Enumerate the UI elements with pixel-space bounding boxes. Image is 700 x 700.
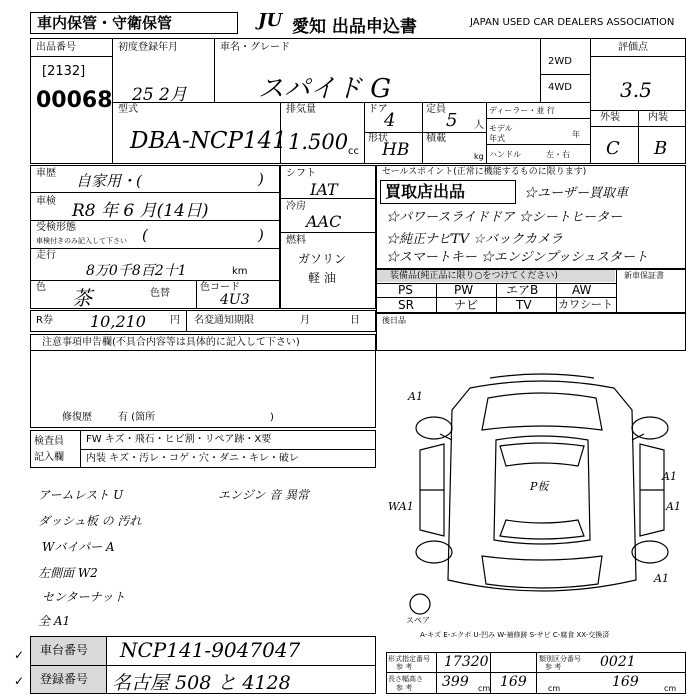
displacement-value: 1.500 (288, 130, 349, 154)
damage-legend: A-キズ E-エクボ U-凹み W-補修跡 S-サビ C-腐食 XX-交換済 (420, 631, 610, 639)
lot-number: 00068 (36, 88, 113, 113)
history-label: 車歴 (36, 168, 56, 179)
inspector-interior-row: 内装 キズ・汚レ・コゲ・穴・ダニ・キレ・破レ (86, 453, 299, 464)
registration-label: 初度登録年月 (118, 42, 178, 53)
repair-history-value: 有 (箇所 (118, 412, 156, 423)
shape-value: HB (382, 140, 410, 160)
displacement-unit: cc (348, 146, 359, 157)
dealer-label: ディーラー・並 行 (489, 106, 555, 115)
damage-mark: A1 (662, 470, 677, 483)
interior-label: 内装 (648, 112, 668, 123)
size-sub: 参 考 (396, 684, 413, 692)
note-line: アームレスト U (38, 488, 124, 502)
damage-mark: A1 (654, 572, 669, 585)
note-line: Wバイパー A (42, 540, 115, 554)
inspection-note: 車検付きのみ記入して下さい (36, 237, 127, 245)
load-label: 積載 (426, 133, 446, 144)
shaken-value: R8 年 6 月(14日) (72, 201, 209, 221)
color-label: 色 (36, 282, 46, 293)
shop-label: 買取店出品 (385, 182, 466, 201)
capacity-unit: 人 (474, 120, 484, 131)
notice-day: 日 (350, 315, 360, 326)
class-label: 類別区分番号 (539, 655, 581, 663)
length-value: 399 (442, 674, 469, 690)
sales-point-item: ☆ユーザー買取車 (524, 186, 629, 201)
check-mark-icon: ✓ (14, 674, 25, 688)
width-value: 169 (500, 674, 527, 690)
shift-label: シフト (286, 168, 316, 179)
drive-4wd: 4WD (548, 82, 572, 93)
note-line: センターナット (42, 590, 126, 604)
model-year-label: モデル 年式 (489, 124, 513, 143)
height-unit: cm (664, 684, 677, 693)
option-tv: TV (516, 298, 532, 312)
evaluation-score: 3.5 (620, 78, 652, 102)
mileage-unit: km (232, 266, 248, 277)
cert-value: 17320 (444, 654, 489, 670)
plate-label: 登録番号 (40, 672, 89, 686)
form-title: 愛知 出品申込書 (292, 17, 417, 37)
notice-month: 月 (300, 315, 310, 326)
lot-bracket-number: [2132] (42, 64, 86, 79)
height-value: 169 (612, 674, 639, 690)
registration-value: 25 2月 (132, 85, 187, 105)
spare-label: スペア (406, 616, 430, 625)
width-unit: cm (548, 684, 561, 693)
recycle-value: 10,210 (90, 312, 146, 331)
ac-value: AAC (306, 212, 342, 231)
fuel-value: ガソリン (298, 252, 347, 266)
history-close: ) (258, 170, 264, 188)
interior-value: B (654, 138, 668, 159)
cert-label: 形式指定番号 (388, 655, 430, 663)
after-date-frame (376, 313, 686, 351)
option-aw: AW (572, 283, 592, 297)
option-ps: PS (398, 283, 413, 297)
handle-options: 左・右 (546, 150, 570, 159)
storage-label-box (30, 12, 238, 34)
after-date-label: 後日品 (382, 316, 406, 325)
inspection-paren: ( (142, 226, 148, 244)
chassis-label: 車台番号 (40, 643, 89, 657)
recycle-label: R券 (36, 315, 53, 326)
mileage-value: 8万0千8百2十1 (86, 263, 187, 279)
notes-label: 注意事項申告欄(不具合内容等は具体的に記入して下さい) (42, 337, 300, 348)
option-navi: ナビ (454, 298, 479, 312)
option-leather-seat: カワシート (558, 298, 613, 311)
shift-value: IAT (310, 180, 338, 199)
length-unit: cm (478, 684, 491, 693)
damage-mark: A1 (666, 500, 681, 513)
car-damage-diagram (400, 370, 686, 620)
capacity-label: 定員 (426, 104, 446, 115)
class-value: 0021 (600, 654, 636, 670)
color-value: 茶 (72, 286, 92, 310)
inspection-close: ) (258, 226, 264, 244)
handwritten-notes (34, 480, 234, 630)
note-line: 左側面 W2 (38, 566, 98, 580)
ac-label: 冷房 (286, 201, 306, 212)
form-subtitle: JAPAN USED CAR DEALERS ASSOCIATION (470, 17, 675, 28)
option-sr: SR (398, 298, 414, 312)
model-label: 型式 (118, 104, 138, 115)
shape-label: 形状 (368, 133, 388, 144)
engine-note: エンジン 音 異常 (218, 488, 310, 502)
color-code-value: 4U3 (220, 292, 250, 308)
history-value: 自家用・( (76, 172, 142, 190)
note-line: ダッシュ板 の 汚れ (38, 514, 142, 528)
drive-2wd: 2WD (548, 56, 572, 67)
damage-mark: P板 (530, 480, 549, 493)
exterior-label: 外装 (600, 112, 620, 123)
inspector-fw-row: FW キズ・飛石・ヒビ割・リペア跡・X要 (86, 434, 272, 445)
notice-deadline-label: 名変通知期限 (194, 315, 254, 326)
option-pw: PW (454, 283, 474, 297)
sales-points-list (384, 180, 684, 268)
shaken-label: 車検 (36, 196, 56, 207)
exterior-value: C (606, 138, 620, 159)
class-sub: 参 考 (545, 663, 562, 671)
chassis-value: NCP141-9047047 (120, 638, 301, 662)
capacity-value: 5 (446, 110, 458, 131)
sales-point-item: ☆純正ナビTV ☆バックカメラ (386, 232, 563, 247)
storage-label: 車内保管・守衛保管 (37, 14, 173, 32)
note-line: 全 A1 (38, 614, 71, 628)
car-name-label: 車名・グレード (220, 42, 290, 53)
handle-label: ハンドル (489, 150, 521, 159)
repair-history-close: ) (270, 412, 274, 423)
repaint-label: 色替 (150, 288, 170, 299)
color-code-label: 色コード (200, 282, 240, 293)
evaluation-label: 評価点 (618, 42, 648, 53)
fuel-label: 燃料 (286, 235, 306, 246)
check-mark-icon: ✓ (14, 648, 25, 662)
plate-value: 名古屋 508 と 4128 (112, 672, 291, 694)
car-name-value: スパイド G (258, 74, 392, 104)
repair-history-label: 修復歴 (62, 412, 92, 423)
size-label: 長さ幅高さ (388, 675, 423, 683)
sales-point-item: ☆スマートキー ☆エンジンプッシュスタート (386, 250, 649, 265)
lot-number-label: 出品番号 (36, 42, 76, 53)
mileage-label: 走行 (36, 250, 56, 261)
displacement-label: 排気量 (286, 104, 316, 115)
option-airbag: エアB (506, 283, 539, 297)
fuel-alt: 軽 油 (308, 271, 336, 285)
ju-logo: JU (258, 10, 283, 31)
year-unit: 年 (572, 130, 580, 139)
load-unit: kg (474, 152, 484, 161)
inspector-label-1: 検査員 (34, 436, 64, 447)
damage-mark: A1 (408, 390, 423, 403)
model-value: DBA-NCP141 (130, 128, 287, 154)
cert-sub: 参 考 (396, 663, 413, 671)
doors-value: 4 (384, 110, 396, 131)
damage-mark: WA1 (388, 500, 414, 513)
options-label: 装備品(純正品に限り○をつけてください) (390, 271, 558, 281)
new-car-warranty: 新車保証書 (624, 271, 664, 280)
sales-point-item: ☆パワースライドドア ☆シートヒーター (386, 210, 623, 225)
sales-points-label: セールスポイント(正常に機能するものに限ります) (382, 167, 587, 177)
inspector-label-2: 記入欄 (34, 452, 64, 463)
inspection-label: 受検形態 (36, 222, 76, 233)
recycle-unit: 円 (170, 315, 180, 326)
doors-label: ドア (368, 104, 388, 115)
